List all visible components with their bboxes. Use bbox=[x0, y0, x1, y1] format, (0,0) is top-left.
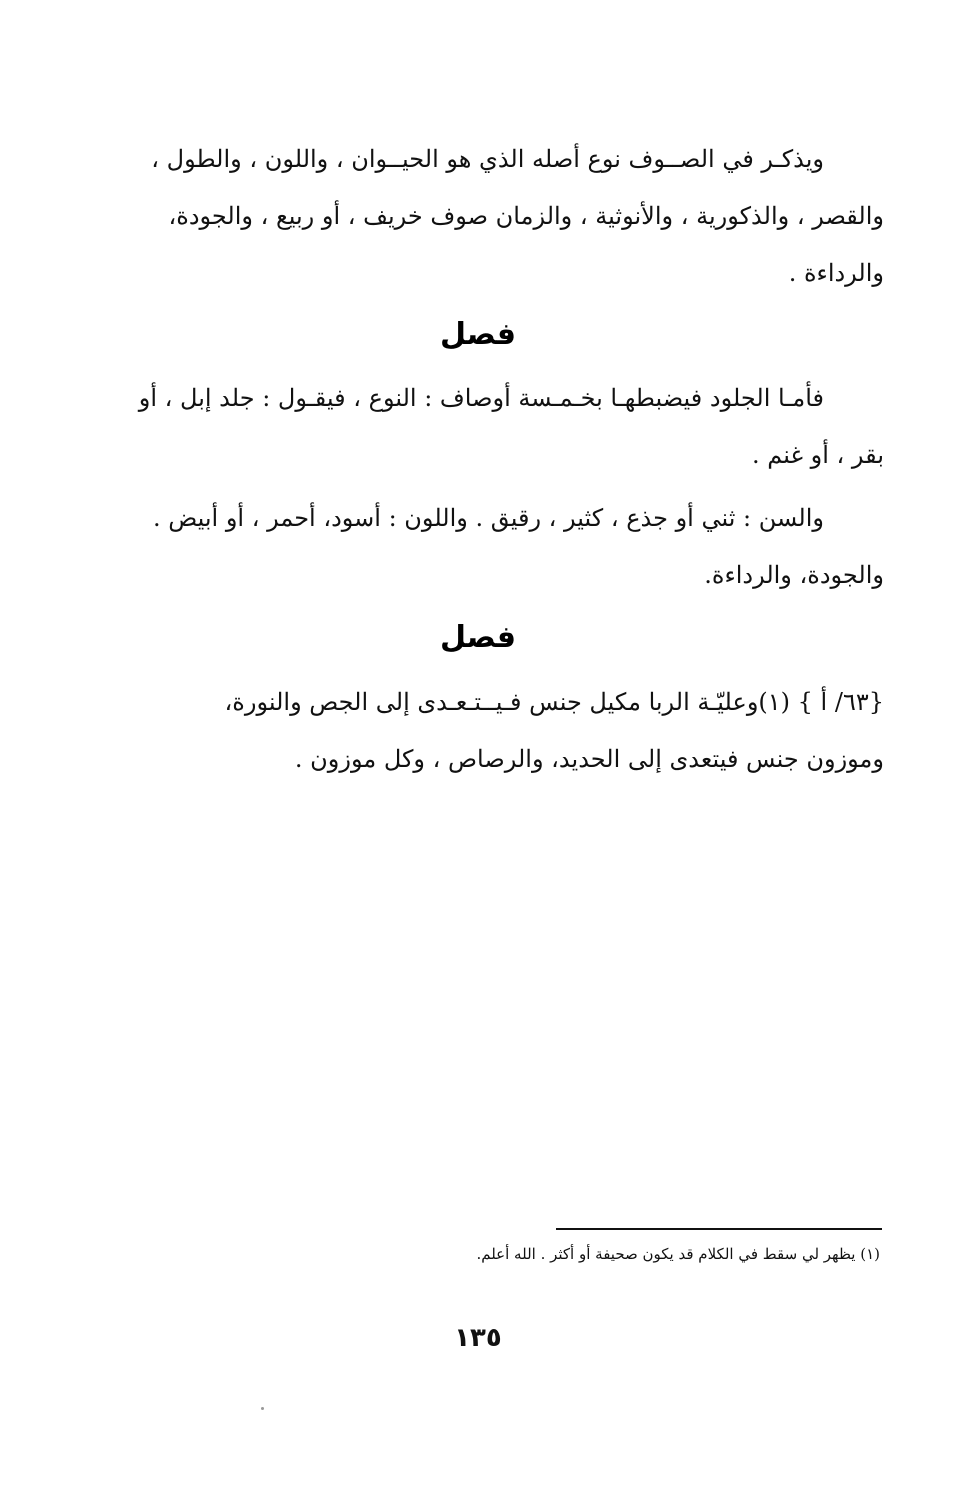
text-line: {٦٣/ أ } (١)وعليّـة الربا مكيل جنس فـيــتـعـدى إلى الجص والنورة، bbox=[224, 688, 884, 716]
text-line: والسن : ثني أو جذع ، كثير ، رقيق . واللون : أسود، أحمر ، أو أبيض . bbox=[152, 504, 824, 532]
text-line: والرداءة . bbox=[788, 259, 884, 287]
scan-speck bbox=[261, 1407, 264, 1410]
text-line: وموزون جنس فيتعدى إلى الحديد، والرصاص ، وكل موزون . bbox=[294, 745, 884, 773]
paragraph-hides bbox=[108, 370, 884, 484]
text-line: والجودة، والرداءة. bbox=[704, 561, 884, 589]
text-line: ويذكـر في الصــوف نوع أصله الذي هو الحيــوان ، واللون ، والطول ، bbox=[151, 145, 824, 173]
paragraph-age-color bbox=[108, 490, 884, 604]
section-heading: فصل bbox=[440, 317, 516, 352]
footnote: (١) يظهر لي سقط في الكلام قد يكون صحيفة أو أكثر . الله أعلم. bbox=[476, 1245, 880, 1263]
paragraph-riba-cause bbox=[108, 674, 884, 788]
text-line: بقر ، أو غنم . bbox=[752, 441, 884, 469]
text-line: فأمـا الجلود فيضبطهـا بخـمـسة أوصاف : النوع ، فيقـول : جلد إبل ، أو bbox=[138, 384, 824, 412]
text-line: والقصر ، والذكورية ، والأنوثية ، والزمان صوف خريف ، أو ربيع ، والجودة، bbox=[168, 202, 884, 230]
page-number: ١٣٥ bbox=[454, 1323, 502, 1353]
footnote-separator bbox=[556, 1228, 882, 1230]
section-heading: فصل bbox=[440, 620, 516, 655]
paragraph-wool-description bbox=[108, 131, 884, 302]
